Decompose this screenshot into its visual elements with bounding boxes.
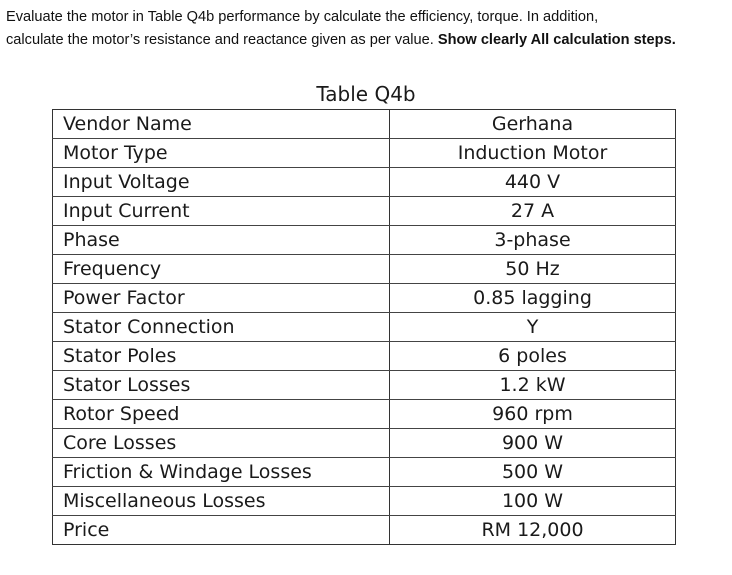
table-row (53, 139, 676, 168)
table-row (53, 516, 676, 545)
question-emphasis: Show clearly All calculation steps. (437, 32, 676, 48)
table-row (53, 429, 676, 458)
table-row (53, 168, 676, 197)
row-label: Stator Connection (53, 313, 390, 342)
question-line-1: Evaluate the motor in Table Q4b performance by calculate the efficiency, torque. In addition, (6, 9, 599, 25)
question-text (6, 6, 728, 52)
row-value: 100 W (390, 487, 676, 516)
row-label: Miscellaneous Losses (53, 487, 390, 516)
row-label: Vendor Name (53, 110, 390, 139)
table-row (53, 458, 676, 487)
row-value: Gerhana (390, 110, 676, 139)
table-row (53, 487, 676, 516)
row-label: Stator Poles (53, 342, 390, 371)
row-label: Price (53, 516, 390, 545)
table-row (53, 313, 676, 342)
table-row (53, 342, 676, 371)
table-row (53, 371, 676, 400)
row-label: Frequency (53, 255, 390, 284)
row-value: 440 V (390, 168, 676, 197)
table-row (53, 110, 676, 139)
row-value: 500 W (390, 458, 676, 487)
row-label: Rotor Speed (53, 400, 390, 429)
table-row (53, 197, 676, 226)
row-value: 3-phase (390, 226, 676, 255)
row-value: RM 12,000 (390, 516, 676, 545)
table-row (53, 400, 676, 429)
row-label: Friction & Windage Losses (53, 458, 390, 487)
question-line-2-text: calculate the motor’s resistance and reactance given as per value. (6, 32, 438, 48)
row-value: 960 rpm (390, 400, 676, 429)
row-label: Input Current (53, 197, 390, 226)
question-line-2 (6, 29, 728, 52)
row-value: 50 Hz (390, 255, 676, 284)
table-row (53, 226, 676, 255)
row-label: Motor Type (53, 139, 390, 168)
row-value: 27 A (390, 197, 676, 226)
row-value: 900 W (390, 429, 676, 458)
table-caption: Table Q4b (316, 82, 416, 106)
row-value: Y (390, 313, 676, 342)
table-row (53, 284, 676, 313)
row-label: Input Voltage (53, 168, 390, 197)
row-label: Stator Losses (53, 371, 390, 400)
row-value: 1.2 kW (390, 371, 676, 400)
row-value: 6 poles (390, 342, 676, 371)
row-value: 0.85 lagging (390, 284, 676, 313)
table-row (53, 255, 676, 284)
row-label: Power Factor (53, 284, 390, 313)
row-value: Induction Motor (390, 139, 676, 168)
row-label: Phase (53, 226, 390, 255)
row-label: Core Losses (53, 429, 390, 458)
motor-spec-table (52, 109, 676, 545)
